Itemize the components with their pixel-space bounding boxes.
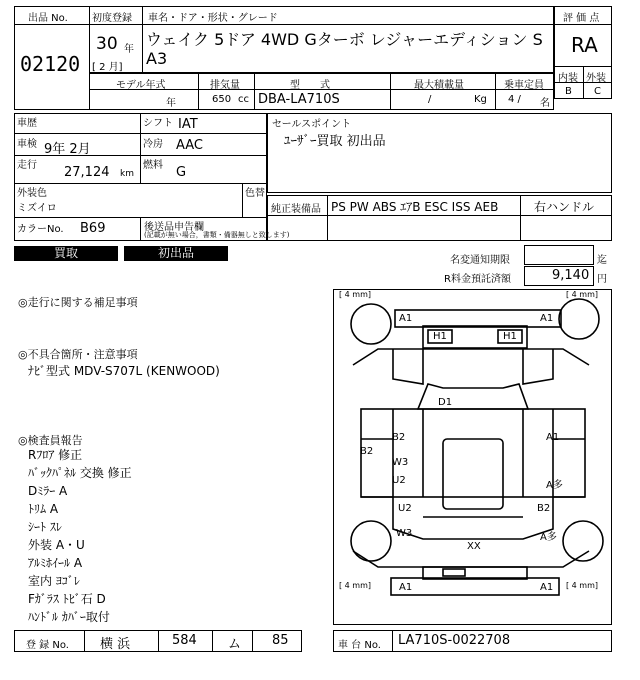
damage-mark: A1: [399, 313, 413, 324]
damage-mark: A多: [540, 532, 557, 543]
model-label: 型 式: [290, 80, 330, 91]
interior-grade: B: [565, 86, 572, 97]
meihen-box: [524, 245, 594, 265]
rating-value: RA: [571, 33, 598, 57]
lot-label: 出品 No.: [28, 13, 68, 24]
rating-label: 評 価 点: [563, 13, 600, 24]
sales-point-title: セールスポイント: [272, 119, 352, 130]
inspector-line: Rﾌﾛｱ 修正: [28, 448, 83, 462]
drive-notes-title: ◎走行に関する補足事項: [18, 296, 138, 309]
inspector-line: ﾊﾞｯｸﾊﾟﾈﾙ 交換 修正: [28, 466, 132, 480]
inspector-line: ﾄﾘﾑ A: [28, 502, 59, 516]
history-label: 車歴: [17, 118, 37, 129]
damage-mark: H1: [433, 331, 447, 342]
exterior-grade: C: [594, 86, 601, 97]
damage-mark: A1: [546, 432, 560, 443]
shift-value: IAT: [178, 117, 198, 132]
recycle-value: 9,140: [552, 268, 590, 283]
tire-depth-rear-left: [ 4 mm]: [339, 581, 372, 590]
inspector-line: ﾊﾝﾄﾞﾙ ｶﾊﾞｰ取付: [28, 610, 110, 624]
registration-kana: ム: [228, 637, 242, 652]
shift-label: シフト: [143, 118, 173, 129]
damage-mark: H1: [503, 331, 517, 342]
equipment-label: 純正装備品: [271, 204, 321, 215]
car-name-label: 車名・ドア・形状・グレード: [148, 13, 278, 24]
recycle-label: R料金預託済額: [444, 274, 511, 285]
km-unit: km: [120, 169, 134, 179]
load-label: 最大積載量: [414, 80, 464, 91]
damage-mark: XX: [467, 541, 481, 552]
load-value: /: [428, 94, 432, 105]
interior-label: 内装: [558, 73, 578, 84]
kg-unit: Kg: [474, 94, 487, 105]
damage-mark: A1: [540, 313, 554, 324]
model-year-label: モデル年式: [116, 80, 166, 91]
yen-unit: 円: [597, 274, 607, 285]
registration-number: 85: [272, 633, 289, 648]
ac-value: AAC: [176, 138, 203, 153]
first-reg-year: 30: [96, 34, 118, 54]
defect-note-line: ﾅﾋﾞ型式 MDV-S707L (KENWOOD): [28, 364, 220, 378]
meihen-unit: 迄: [597, 255, 607, 266]
inspector-title: ◎検査員報告: [18, 434, 83, 447]
handle-value: 右ハンドル: [534, 200, 595, 214]
exterior-label: 外装: [586, 73, 606, 84]
capacity-label: 乗車定員: [504, 80, 544, 91]
color-no-label: カラーNo.: [17, 224, 64, 235]
chassis-number: LA710S-0022708: [398, 633, 511, 648]
mileage-label: 走行: [17, 160, 37, 171]
damage-mark: U2: [392, 475, 406, 486]
damage-mark: U2: [398, 503, 412, 514]
cc-unit: cc: [238, 94, 249, 105]
displacement-value: 650: [212, 94, 232, 105]
ac-label: 冷房: [143, 139, 163, 150]
color-change-label: 色替: [245, 188, 265, 199]
ext-color-label: 外装色: [17, 188, 47, 199]
tire-depth-front-right: [ 4 mm]: [566, 290, 599, 299]
damage-mark: A1: [540, 582, 554, 593]
car-name-line2: A3: [146, 49, 168, 68]
model-value: DBA-LA710S: [258, 92, 340, 107]
inspection-value: 9年 2月: [44, 142, 91, 157]
defect-notes-title: ◎不具合箇所・注意事項: [18, 348, 138, 361]
model-year-unit: 年: [166, 98, 176, 109]
docs-label: 後送品申告欄: [144, 222, 204, 233]
inspector-line: ｱﾙﾐﾎｲｰﾙ A: [28, 556, 83, 570]
capacity-unit: 名: [540, 98, 550, 109]
damage-mark: W3: [392, 457, 409, 468]
fuel-label: 燃料: [143, 160, 163, 171]
car-outline-drawing: [333, 289, 612, 625]
fuel-value: G: [176, 165, 187, 180]
capacity-value: 4 /: [508, 94, 521, 105]
damage-mark: W3: [396, 528, 413, 539]
first-reg-label: 初度登録: [92, 13, 132, 24]
lot-number: 02120: [20, 52, 81, 76]
color-no-value: B69: [80, 221, 106, 236]
inspection-label: 車検: [17, 139, 37, 150]
meihen-label: 名変通知期限: [450, 255, 510, 266]
registration-class: 584: [172, 633, 197, 648]
tire-depth-rear-right: [ 4 mm]: [566, 581, 599, 590]
inspector-line: ｼｰﾄ ｽﾚ: [28, 520, 62, 534]
inspector-line: Dﾐﾗｰ A: [28, 484, 68, 498]
sales-point-text: ﾕｰｻﾞｰ買取 初出品: [284, 134, 386, 149]
damage-mark: A多: [546, 480, 563, 491]
damage-mark: B2: [392, 432, 406, 443]
damage-mark: D1: [438, 397, 453, 408]
registration-area: 横 浜: [100, 637, 131, 652]
displacement-label: 排気量: [210, 80, 240, 91]
buy-tag: 買取: [14, 246, 118, 261]
ext-color-value: ミズイロ: [17, 203, 57, 214]
docs-note: (記載が無い場合，書類・備器無しと致します): [144, 231, 290, 239]
equipment-value: PS PW ABS ｴｱB ESC ISS AEB: [331, 200, 499, 214]
inspector-line: 外装 A・U: [28, 538, 85, 552]
damage-mark: B2: [537, 503, 551, 514]
inspector-line: Fｶﾞﾗｽ ﾄﾋﾞ石 D: [28, 592, 106, 606]
first-reg-month: [ 2 月]: [92, 62, 123, 73]
mileage-value: 27,124: [64, 165, 110, 180]
damage-mark: B2: [360, 446, 374, 457]
inspector-line: 室内 ﾖｺﾞﾚ: [28, 574, 80, 588]
tire-depth-front-left: [ 4 mm]: [339, 290, 372, 299]
chassis-label: 車 台 No.: [338, 640, 381, 651]
car-name: ウェイク 5ドア 4WD Gターボ レジャーエディション S: [146, 30, 543, 49]
first-listing-tag: 初出品: [124, 246, 228, 261]
damage-mark: A1: [399, 582, 413, 593]
registration-label: 登 録 No.: [26, 640, 69, 651]
year-unit: 年: [124, 44, 134, 55]
